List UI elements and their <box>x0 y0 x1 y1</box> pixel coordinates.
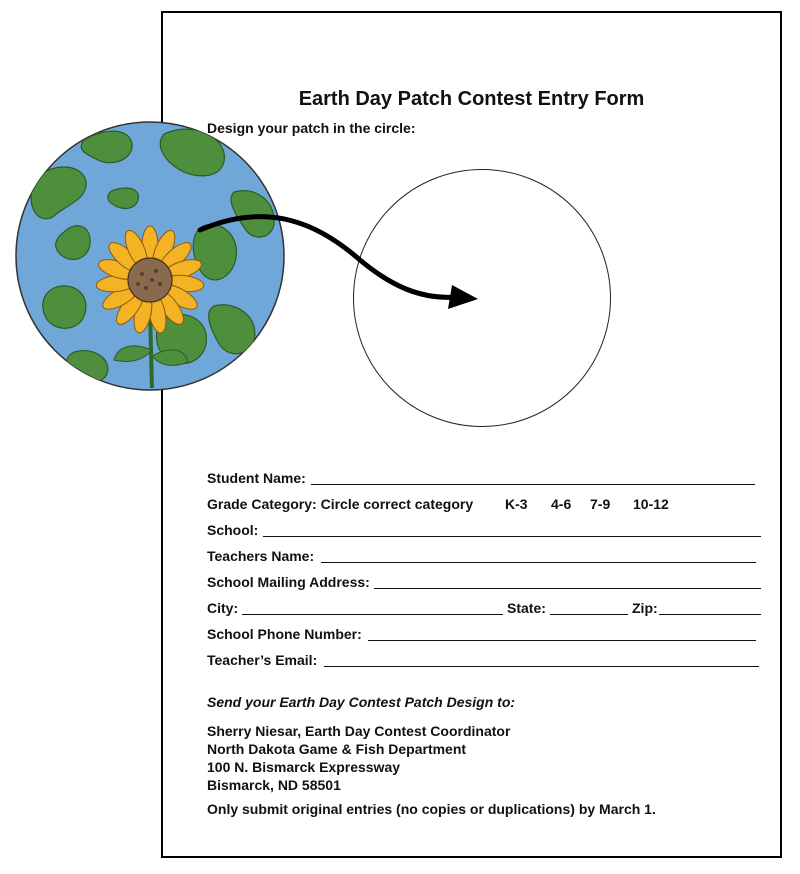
school-phone-label: School Phone Number: <box>207 626 362 642</box>
school-label: School: <box>207 522 259 538</box>
city-state-zip-row <box>207 598 767 618</box>
teachers-name-row <box>207 546 767 566</box>
grade-option-10-12[interactable]: 10-12 <box>633 496 669 512</box>
address-line-3: 100 N. Bismarck Expressway <box>207 759 401 775</box>
teacher-email-line[interactable] <box>324 666 759 667</box>
address-line-2: North Dakota Game & Fish Department <box>207 741 467 757</box>
arrow-head <box>448 285 478 309</box>
zip-line[interactable] <box>659 614 761 615</box>
mailing-address-line[interactable] <box>374 588 761 589</box>
grade-option-k3[interactable]: K-3 <box>505 496 528 512</box>
address-line-1: Sherry Niesar, Earth Day Contest Coordinator <box>207 723 511 739</box>
arrow-to-circle <box>190 205 490 315</box>
school-line[interactable] <box>263 536 761 537</box>
student-name-label: Student Name: <box>207 470 306 486</box>
state-line[interactable] <box>550 614 628 615</box>
submission-note: Only submit original entries (no copies or duplications) by March 1. <box>207 801 656 817</box>
grade-option-7-9[interactable]: 7-9 <box>590 496 611 512</box>
teachers-name-line[interactable] <box>321 562 756 563</box>
zip-label: Zip: <box>632 600 658 616</box>
form-subtitle: Design your patch in the circle: <box>207 120 416 136</box>
form-title: Earth Day Patch Contest Entry Form <box>298 88 645 110</box>
grade-category-label: Grade Category: Circle correct category <box>207 496 474 512</box>
student-name-line[interactable] <box>311 484 755 485</box>
grade-category-row <box>207 494 767 514</box>
teachers-name-label: Teachers Name: <box>207 548 315 564</box>
school-row <box>207 520 767 540</box>
grade-option-4-6[interactable]: 4-6 <box>551 496 572 512</box>
school-phone-line[interactable] <box>368 640 756 641</box>
student-name-row <box>207 468 767 488</box>
send-to-heading: Send your Earth Day Contest Patch Design to: <box>207 694 516 710</box>
mailing-address-row <box>207 572 767 592</box>
teacher-email-label: Teacher’s Email: <box>207 652 318 668</box>
school-phone-row <box>207 624 767 644</box>
mailing-address-label: School Mailing Address: <box>207 574 370 590</box>
city-label: City: <box>207 600 239 616</box>
state-label: State: <box>507 600 546 616</box>
city-line[interactable] <box>242 614 503 615</box>
teacher-email-row <box>207 650 767 670</box>
address-line-4: Bismarck, ND 58501 <box>207 777 341 793</box>
